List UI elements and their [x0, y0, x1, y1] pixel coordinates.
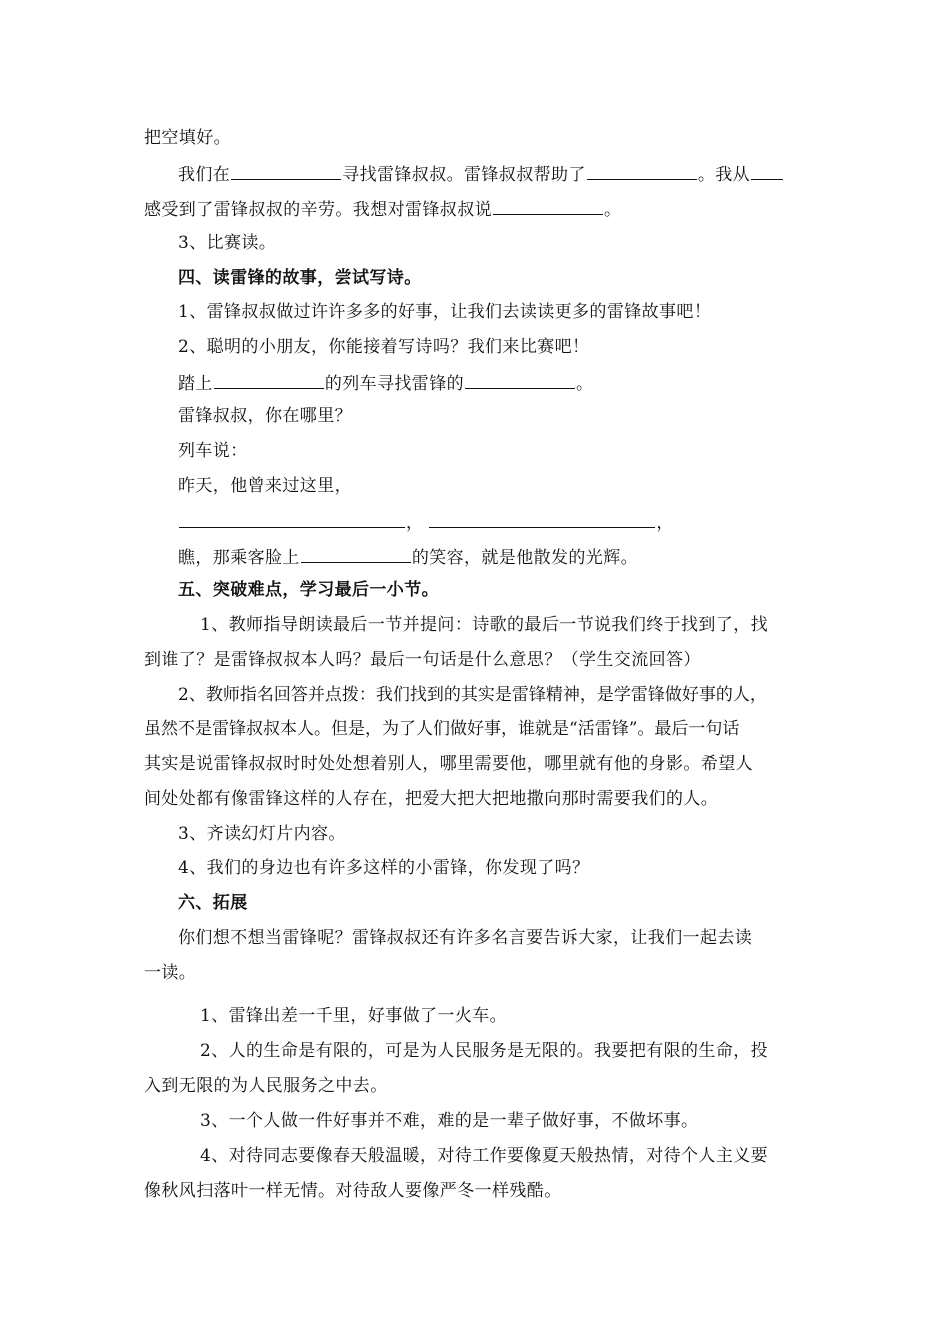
text-segment: 寻找雷锋叔叔。雷锋叔叔帮助了 — [342, 165, 586, 185]
line-text: 你们想不想当雷锋呢？雷锋叔叔还有许多名言要告诉大家，让我们一起去读 — [178, 928, 753, 948]
answer-blank — [214, 372, 324, 389]
text-segment: 我们在 — [178, 165, 231, 185]
text-segment: ， — [656, 513, 674, 533]
answer-blank — [751, 163, 783, 180]
fill-text — [178, 372, 593, 394]
answer-blank — [493, 198, 603, 215]
line-text: 1、雷锋叔叔做过许许多多的好事，让我们去读读更多的雷锋故事吧！ — [178, 302, 712, 322]
line-text: 虽然不是雷锋叔叔本人。但是，为了人们做好事，谁就是“活雷锋”。最后一句话 — [144, 719, 740, 739]
text-segment: 感受到了雷锋叔叔的辛劳。我想对雷锋叔叔说 — [144, 200, 492, 220]
fill-text — [144, 198, 621, 220]
line-text: 一读。 — [144, 963, 197, 983]
line-text: 其实是说雷锋叔叔时时处处想着别人，哪里需要他，哪里就有他的身影。希望人 — [144, 754, 753, 774]
answer-blank — [231, 163, 341, 180]
line-text: 间处处都有像雷锋这样的人存在，把爱大把大把地撒向那时需要我们的人。 — [144, 789, 719, 809]
line-text: 入到无限的为人民服务之中去。 — [144, 1076, 388, 1096]
text-segment: 。 — [576, 374, 594, 394]
line-text: 像秋风扫落叶一样无情。对待敌人要像严冬一样残酷。 — [144, 1181, 562, 1201]
answer-blank — [587, 163, 697, 180]
line-text: 2、教师指名回答并点拨：我们找到的其实是雷锋精神，是学雷锋做好事的人， — [178, 685, 767, 705]
fill-text — [178, 163, 784, 185]
text-segment: 踏上 — [178, 374, 213, 394]
line-text: 到谁了？是雷锋叔叔本人吗？最后一句话是什么意思？（学生交流回答） — [144, 650, 701, 670]
line-text: 4、我们的身边也有许多这样的小雷锋，你发现了吗？ — [178, 858, 590, 878]
text-segment: ， — [406, 513, 424, 533]
line-text: 雷锋叔叔，你在哪里？ — [178, 406, 352, 426]
answer-blank — [301, 546, 411, 563]
answer-blank — [179, 511, 405, 528]
line-text: 把空填好。 — [144, 128, 231, 148]
line-text: 昨天，他曾来过这里， — [178, 476, 352, 496]
heading-text: 五、突破难点，学习最后一小节。 — [178, 580, 439, 600]
line-text: 2、人的生命是有限的，可是为人民服务是无限的。我要把有限的生命，投 — [200, 1041, 769, 1061]
fill-text — [178, 511, 674, 533]
line-text: 3、一个人做一件好事并不难，难的是一辈子做好事，不做坏事。 — [200, 1111, 699, 1131]
text-segment: 。我从 — [697, 165, 751, 185]
line-text: 2、聪明的小朋友，你能接着写诗吗？我们来比赛吧！ — [178, 337, 590, 357]
line-text: 4、对待同志要像春天般温暖，对待工作要像夏天般热情，对待个人主义要 — [200, 1146, 769, 1166]
line-text: 1、教师指导朗读最后一节并提问：诗歌的最后一节说我们终于找到了，找 — [200, 615, 769, 635]
line-text: 列车说： — [178, 441, 248, 461]
fill-text — [178, 546, 638, 568]
answer-blank — [465, 372, 575, 389]
answer-blank — [429, 511, 655, 528]
line-text: 1、雷锋出差一千里，好事做了一火车。 — [200, 1006, 508, 1026]
text-segment: 的列车寻找雷锋的 — [324, 374, 465, 394]
text-segment: 。 — [604, 200, 622, 220]
line-text: 3、齐读幻灯片内容。 — [178, 824, 346, 844]
text-segment: 的笑容，就是他散发的光辉。 — [411, 548, 639, 568]
heading-text: 四、读雷锋的故事，尝试写诗。 — [178, 268, 422, 288]
line-text: 3、比赛读。 — [178, 233, 277, 253]
heading-text: 六、拓展 — [178, 893, 248, 913]
text-segment: 瞧，那乘客脸上 — [178, 548, 300, 568]
